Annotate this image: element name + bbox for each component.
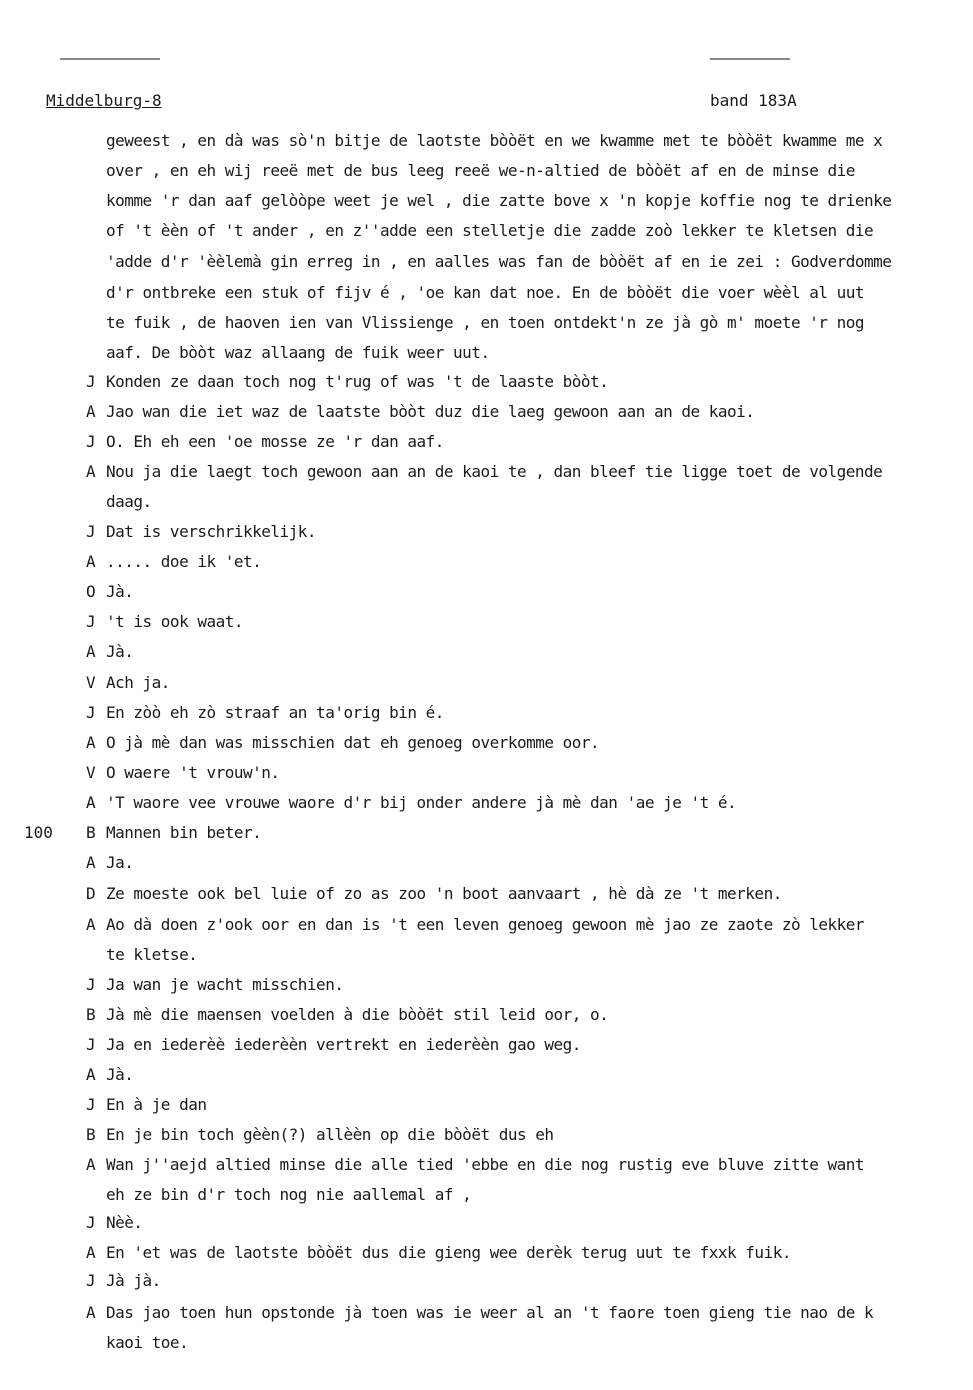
speaker-label: A [86,1303,96,1322]
utterance-text: Nou ja die laegt toch gewoon aan an de kaoi te , dan bleef tie ligge toet de volgende [106,462,883,481]
speaker-label: B [86,1125,96,1144]
speaker-label: J [86,703,96,722]
utterance-text: aaf. De bòòt waz allaang de fuik weer uut. [106,343,490,362]
document-location: Middelburg-8 [46,91,162,110]
utterance-text: En je bin toch gèèn(?) allèèn op die bòòët dus eh [106,1125,554,1144]
speaker-label: A [86,462,96,481]
speaker-label: A [86,793,96,812]
utterance-text: 't is ook waat. [106,612,243,631]
utterance-text: Das jao toen hun opstonde jà toen was ie weer al an 't faore toen gieng tie nao de k [106,1303,874,1322]
speaker-label: J [86,612,96,631]
utterance-text: Mannen bin beter. [106,823,262,842]
speaker-label: B [86,823,96,842]
utterance-text: Jà jà. [106,1271,161,1290]
speaker-label: J [86,372,96,391]
utterance-text: 'T waore vee vrouwe waore d'r bij onder andere jà mè dan 'ae je 't é. [106,793,737,812]
speaker-label: A [86,642,96,661]
utterance-text: Jà. [106,642,134,661]
utterance-text: En zòò eh zò straaf an ta'orig bin é. [106,703,444,722]
speaker-label: A [86,1065,96,1084]
utterance-text: te fuik , de haoven ien van Vlissienge , en toen ontdekt'n ze jà gò m' moete 'r nog [106,313,865,332]
speaker-label: J [86,432,96,451]
speaker-label: A [86,853,96,872]
speaker-label: J [86,1213,96,1232]
utterance-text: eh ze bin d'r toch nog nie aallemal af , [106,1185,472,1204]
speaker-label: O [86,582,96,601]
scan-mark [710,58,790,60]
utterance-text: Ze moeste ook bel luie of zo as zoo 'n boot aanvaart , hè dà ze 't merken. [106,884,782,903]
utterance-text: Jao wan die iet waz de laatste bòòt duz die laeg gewoon aan an de kaoi. [106,402,755,421]
speaker-label: A [86,1155,96,1174]
speaker-label: A [86,915,96,934]
speaker-label: J [86,1271,96,1290]
utterance-text: Jà. [106,582,134,601]
utterance-text: Ja wan je wacht misschien. [106,975,344,994]
utterance-text: te kletse. [106,945,198,964]
speaker-label: J [86,1095,96,1114]
utterance-text: Jà. [106,1065,134,1084]
utterance-text: En à je dan [106,1095,207,1114]
utterance-text: 'adde d'r 'èèlemà gin erreg in , en aalles was fan de bòòët af en ie zei : Godverdomme [106,252,892,271]
tape-band: band 183A [710,91,797,110]
utterance-text: Ach ja. [106,673,170,692]
speaker-label: A [86,733,96,752]
utterance-text: Ao dà doen z'ook oor en dan is 't een leven genoeg gewoon mè jao ze zaote zò lekker [106,915,865,934]
utterance-text: Dat is verschrikkelijk. [106,522,317,541]
utterance-text: Ja. [106,853,134,872]
utterance-text: ..... doe ik 'et. [106,552,262,571]
utterance-text: kaoi toe. [106,1333,189,1352]
speaker-label: V [86,673,96,692]
utterance-text: komme 'r dan aaf gelòòpe weet je wel , die zatte bove x 'n kopje koffie nog te drienke [106,191,892,210]
scan-mark [60,58,160,60]
utterance-text: of 't èèn of 't ander , en z''adde een stelletje die zadde zoò lekker te kletsen die [106,221,874,240]
utterance-text: Konden ze daan toch nog t'rug of was 't de laaste bòòt. [106,372,609,391]
speaker-label: A [86,552,96,571]
utterance-text: Ja en iederèè iederèèn vertrekt en iederèèn gao weg. [106,1035,581,1054]
utterance-text: O waere 't vrouw'n. [106,763,280,782]
speaker-label: A [86,1243,96,1262]
speaker-label: V [86,763,96,782]
utterance-text: En 'et was de laotste bòòët dus die gieng wee derèk terug uut te fxxk fuik. [106,1243,791,1262]
utterance-text: over , en eh wij reeë met de bus leeg reeë we-n-altied de bòòët af en de minse die [106,161,855,180]
utterance-text: O. Eh eh een 'oe mosse ze 'r dan aaf. [106,432,444,451]
speaker-label: J [86,1035,96,1054]
utterance-text: O jà mè dan was misschien dat eh genoeg overkomme oor. [106,733,600,752]
utterance-text: geweest , en dà was sò'n bitje de laotste bòòët en we kwamme met te bòòët kwamme me x [106,131,883,150]
speaker-label: J [86,522,96,541]
utterance-text: Nèè. [106,1213,143,1232]
margin-line-number: 100 [24,823,53,842]
speaker-label: J [86,975,96,994]
speaker-label: B [86,1005,96,1024]
utterance-text: Wan j''aejd altied minse die alle tied 'ebbe en die nog rustig eve bluve zitte want [106,1155,865,1174]
utterance-text: Jà mè die maensen voelden à die bòòët stil leid oor, o. [106,1005,609,1024]
utterance-text: daag. [106,492,152,511]
speaker-label: A [86,402,96,421]
utterance-text: d'r ontbreke een stuk of fijv é , 'oe kan dat noe. En de bòòët die voer wèèl al uut [106,283,865,302]
speaker-label: D [86,884,96,903]
